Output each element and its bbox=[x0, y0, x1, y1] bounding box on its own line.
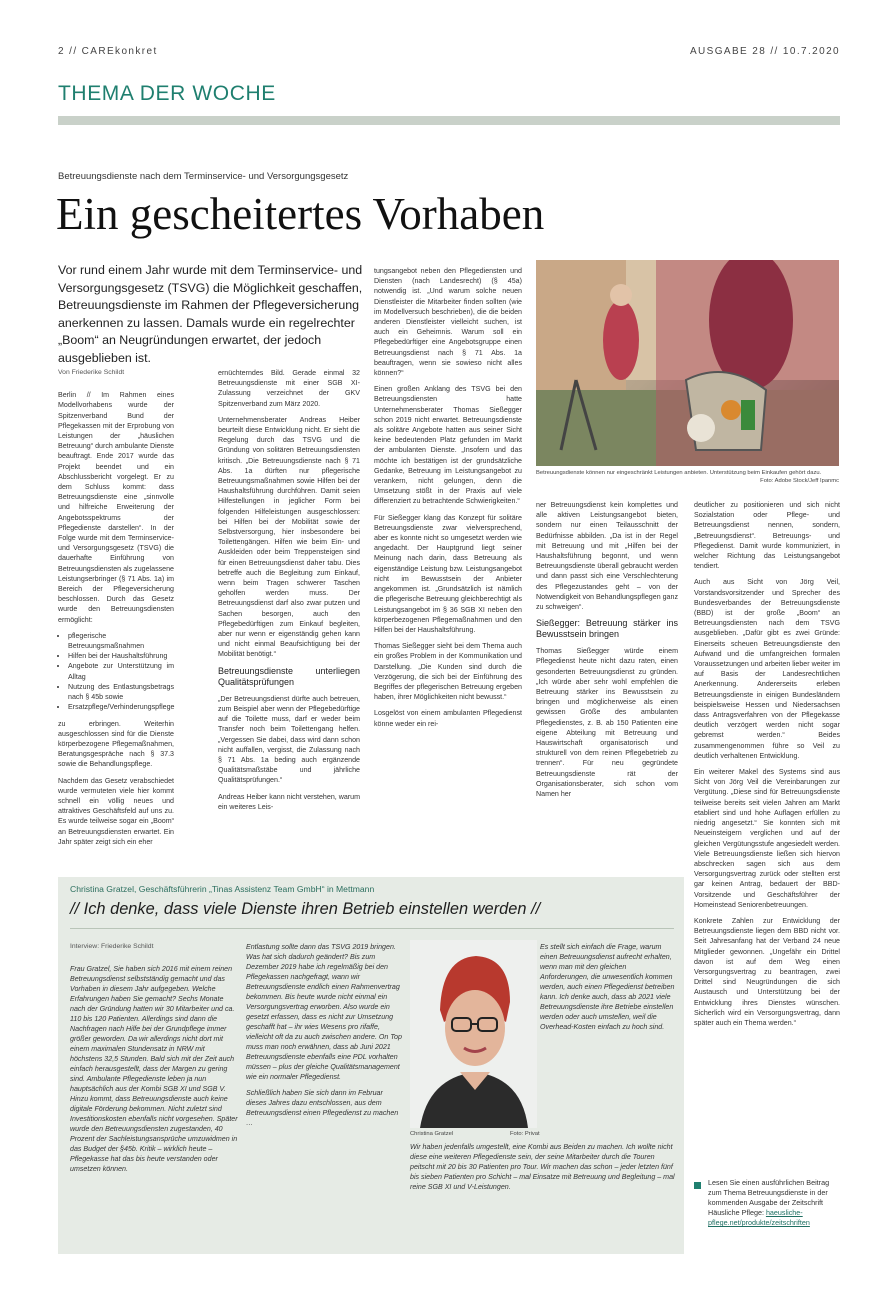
interview-headline: // Ich denke, dass viele Dienste ihren Betrieb einstellen werden // bbox=[70, 900, 541, 918]
interview-column-2 bbox=[246, 942, 402, 1134]
column-5 bbox=[694, 500, 840, 1034]
running-header-right: AUSGABE 28 // 10.7.2020 bbox=[689, 46, 840, 57]
paragraph: tungsangebot neben den Pflegediensten und Diensten (nach Landesrecht) (§ 45a) notwendig ist. „Und warum solche neuen Dienstleister die Mitarbeiter finden sollten (wie im Modellversuch beschrieben), die die beiden anderen Dienstleister vielleicht suchen, ist auch ein Geheimnis. Warum soll ein Pflegebedürftiger eine Angebotsgruppe einen Betreuungsdienst nach § 71 Abs. 1a beauftragen, wenn sie sowieso nicht alles können?“ bbox=[374, 267, 522, 378]
section-title: THEMA DER WOCHE bbox=[58, 82, 276, 105]
paragraph: Andreas Heiber kann nicht verstehen, warum ein weiteres Leis- bbox=[218, 792, 360, 811]
magazine-link[interactable]: haeusliche-pflege.net/produkte/zeitschriften bbox=[708, 1208, 810, 1227]
interview-kicker: Christina Gratzel, Geschäftsführerin „Tinas Assistenz Team GmbH“ in Mettmann bbox=[70, 884, 375, 894]
article-author: Von Friederike Schildt bbox=[58, 369, 125, 376]
portrait-illustration bbox=[410, 940, 537, 1128]
paragraph: Einen großen Anklang des TSVG bei den Betreuungsdiensten hatte Unternehmensberater Thomas Sießegger schon 2019 nicht erwartet. Betreuungsdienste als solitäre Angebote hatten aus seiner Sicht keine bedeutenden Platz gefunden im Markt der ambulanten Dienste. „Insofern und das möchte ich bestätigen ist der grundsätzliche Gedanke, Betreuung im Leistungsangebot zu verankern, nicht gelungen, denn die Umsetzung stößt in der Praxis auf viele differenziert zu betrachtende Schwierigkeiten.“ bbox=[374, 385, 522, 506]
paragraph: Berlin // Im Rahmen eines Modellvorhabens wurde der Spitzenverband Bund der Pflegekassen mit der Erprobung von Leistungen der „häuslichen Betreuung“ durch ambulante Dienste beauftragt. Ende 2017 wurde das Projekt beendet und ein Abschlussbericht vorgelegt. Er zu dem Schluss kommt: dass Betreuungsdienste eine „sinnvolle und hilfreiche Erweiterung der Angebotsspektrums der Pflegedienste darstellen“. In der Folge wurde mit dem Terminservice- und Versorgungsgesetz (TSVG) die dauerhafte Einführung von Betreuungsdiensten als zugelassene Leistungserbringer (§ 71 Abs. 1a) im Bereich der Pflegeversicherung beschlossen. Durch das Gesetz wurde den Betreuungsdiensten ermöglicht: bbox=[58, 391, 174, 624]
service-list bbox=[58, 631, 174, 713]
reference-note bbox=[708, 1178, 840, 1228]
portrait-credit: Foto: Privat bbox=[510, 1131, 540, 1137]
column-3 bbox=[374, 266, 522, 735]
interview-paragraph: Wir haben jedenfalls umgestellt, eine Kombi aus Beiden zu machen. Ich wollte nicht diese eine weiteren Pflegedienste sein, der seine Mitarbeiter durch die Touren peitscht mit 20 bis 30 Patienten pro Tour. Wir machen das schon – jeder letzten fünf bis sieben Patienten pro Schicht – mal Einsatze mit Betreuung und Begleitung – mal reine SGB XI und V-Leistungen. bbox=[410, 1143, 675, 1191]
photo-credit: Foto: Adobe Stock/Jeff Ipanmc bbox=[760, 478, 839, 484]
interview-divider bbox=[70, 928, 674, 929]
interview-column-1 bbox=[70, 942, 238, 1180]
photo-caption bbox=[536, 469, 839, 485]
paragraph: ner Betreuungsdienst kein komplettes und alle aktiven Leistungsangebot bieten, sondern nur einen Teilausschnitt der Bedürfnisse abbilden. „Da ist in der Regel mit Betreuung und mit „Hilfen bei der Haushaltsführung begonnt, und wenn Betreuungsdienste überall gebraucht werden und dann passt sich eine Verschlechterung des Pflegezustandes geht – von der Notwendigkeit von Behandlungspflegen ganz zu schweigen“. bbox=[536, 501, 678, 612]
paragraph: Auch aus Sicht von Jörg Veil, Vorstandsvorsitzender und Sprecher des Bundesverbandes der Betreuungsdienste (BBD) ist der große „Boom“ an Betreuungsdiensten nach dem TSVG ausgeblieben. „Dafür gibt es zwei Gründe: Einerseits scheuen Betreuungsdienste den Aufwand und die umfangreichen formalen Voraussetzungen und arbeiten lieber weiter im auf Basis der Landesrechtlichen Anerkennung. Andererseits erleben Betreuungsdienste in einigen Bundesländern beispielsweise Hessen und Niedersachsen dass Antragsverfahren von der Pflegekasse deutlich verzögert werden nicht sogar gebremst werden.“ Beides zusammengenommen führe so Veil zu deutlich verhaltenen Entwicklung. bbox=[694, 578, 840, 760]
article-photo bbox=[536, 260, 839, 466]
paragraph: ernüchterndes Bild. Gerade einmal 32 Betreuungsdienste mit einer SGB XI-Zulassung verzeichnet der GKV Spitzenverband zum März 2020. bbox=[218, 369, 360, 408]
paragraph: Ein weiterer Makel des Systems sind aus Sicht von Jörg Veil die Vereinbarungen zur Vergütung. „Diese sind für Betreuungsdienste teilweise bereits seit vielen Jahren am Markt etabliert sind und hohe Auflagen erfüllen zu niedrig angesetzt.“ Sie konnten sich mit Neueinsteigern verglichen und auf der gleichen Vergütungsstufe angesiedelt werden. Viele Betreuungsdienste ließen sich hiervon abschrecken sagen sich aus dem Versorgungsvertrag zurück oder stellten erst gar keinen Antrag, bedauert der BBD-Vorsitzende und Geschäftsführer der Homeinstead Seniorenbetreuungen. bbox=[694, 768, 840, 909]
interview-paragraph: Es stellt sich einfach die Frage, warum einen Betreuungsdienst aufrecht erhalten, wenn man mit den gleichen Anforderungen, die unwesentlich kommen werden, auch einen Pflegedienst betreiben kann. Ich denke auch, dass ab 2021 viele Betreuungsdienste ihre Betriebe einstellen werden oder auch umstellen, weil die Overhead-Kosten einfach zu hoch sind. bbox=[540, 943, 675, 1031]
photo-caption-text: Betreuungsdienste können nur eingeschränkt Leistungen anbieten. Unterstützung beim Einkaufen gehört dazu. bbox=[536, 470, 822, 476]
interview-paragraph: Schließlich haben Sie sich dann im Februar dieses Jahres dazu entschlossen, aus dem Betreuungsdienst einen Pflegedienst zu machen … bbox=[246, 1089, 399, 1127]
section-rule bbox=[58, 116, 840, 125]
shopping-basket-illustration bbox=[536, 260, 839, 466]
running-header-left: 2 // CAREkonkret bbox=[58, 46, 158, 57]
article-lead: Vor rund einem Jahr wurde mit dem Terminservice- und Versorgungsgesetz (TSVG) die Möglichkeit geschaffen, Betreuungsdienste im Rahmen der Pflegeversicherung anerkennen zu lassen. Damals wurde ein regelrechter „Boom“ an Neugründungen erwartet, der jedoch ausgeblieben ist. bbox=[58, 263, 363, 365]
column-2 bbox=[218, 368, 360, 818]
list-item: • Ersatzpflege/Verhinderungspflege bbox=[68, 702, 174, 712]
interview-column-3 bbox=[540, 942, 676, 1038]
list-item: • Hilfen bei der Haushaltsführung bbox=[68, 651, 174, 661]
paragraph: „Der Betreuungsdienst dürfte auch betreuen, zum Beispiel aber wenn der Pflegebedürftige auf die Toilette muss, darf er weder beim Transfer noch beim Toilettengang helfen. „Vergessen Sie dabei, dass wird dann schon nicht auffallen, vergisst, die Zulassung nach § 71 Abs. 1a beding auch ergänzende Qualitätsmaßstäbe und jährliche Qualitätsprüfungen.“ bbox=[218, 694, 360, 785]
article-subheading: Betreuungsdienste unterliegen Qualitätsprüfungen bbox=[218, 665, 360, 687]
note-text: Lesen Sie einen ausführlichen Beitrag zum Thema Betreuungsdienste in der kommenden Ausgabe der Zeitschrift Häusliche Pflege: bbox=[708, 1178, 830, 1217]
paragraph: Unternehmensberater Andreas Heiber beurteilt diese Entwicklung nicht. Er sieht die Regelung durch das TSVG und die Gründung von solitären Betreuungsdiensten kritisch. „Die Betreuungsdienste nach § 71 Abs. 1a dürften nur pflegerische Betreuungsmaßnahmen sowie Hilfen bei der Haushaltsführung durchführen. Damit seien Hilfestellungen in jeglicher Form bei folgenden Hilfeleistungen ausgeschlossen: bei Hilfen bei der Mobilität sowie der Selbstversorgung, hier insbesondere bei Toilettengängen. Hilfen wie beim Ein- und Auskleiden oder beim Treppensteigen sind für einen Betreuungsdienst daher tabu. Dies betreffe auch die Begleitung zum Einkauf, wenn beim Tragen schwerer Taschen geholfen werden muss. Der Betreuungsdienst darf also zwar putzen und Sachen besorgen, auch den Pflegebedürftigen zum Einkauf begleiten, aber nur wenn er eigenständig gehen kann und nicht einmal Beaufsichtigung bei der Mobilität benötigt.“ bbox=[218, 415, 360, 659]
interview-author: Interview: Friederike Schildt bbox=[70, 943, 154, 950]
paragraph: Für Sießegger klang das Konzept für solitäre Betreuungsdienste zwar vielversprechend, aber es konnte nicht so umgesetzt werden wie angedacht. Der Hauptgrund liegt seiner Meinung nach darin, dass Betreuung als eigenständige Leistung bzw. Leistungsangebot nicht im Bewusstsein der Anbieter angekommen ist. „Grundsätzlich ist nämlich die pflegerische Betreuung gleichberechtigt als Leistungsangebot im § 36 SGB XI neben den körperbezogenen Pflegemaßnahmen und den Hilfen bei der Haushaltsführung. bbox=[374, 513, 522, 634]
paragraph: Thomas Sießegger würde einem Pflegedienst heute nicht dazu raten, einen gesonderten Betreuungsdienst zu gründen. „Ich würde aber sehr wohl empfehlen die Betreuung stärker ins Bewusstsein zu bringen und möglicherweise als einen gewissen Größe des ambulanten Pflegedienstes, z. B. ab 150 Patienten eine eigene Abteilung mit Betreuung und Hauswirtschaft organisatorisch und strukturell von dem reinen Pflegebetrieb zu trennen“. Für neu gegründete Betreuungsdienste rät der Organisationsberater, sich schon vom Namen her bbox=[536, 647, 678, 799]
article-subheading: Sießegger: Betreuung stärker ins Bewusstsein bringen bbox=[536, 618, 678, 640]
interview-paragraph: Entlastung sollte dann das TSVG 2019 bringen. Was hat sich dadurch geändert? Bis zum Dezember 2019 habe ich regelmäßig bei den Pflegekassen nachgefragt, wann wir Betreuungsdienste endlich einen Rahmenvertrag bekommen. Bis heute wurde nicht einmal ein Versorgungsvertrag erworben. Also wurde ein gesetzt erfassen, dass es nicht zur Umsetzung geschafft hat – ihr wies Wesens pro rifaffe, vielleicht oft da zu auch zwischen andere. On Top muss man noch erwähnen, dass ab Juni 2021 Betreuungsdienste ebenfalls eine PDL vorhalten müssen – plus der gleiche Qualitätsmanagement wie ein normaler Pflegedienst. bbox=[246, 943, 402, 1081]
column-4 bbox=[536, 500, 678, 805]
note-marker bbox=[694, 1182, 701, 1189]
paragraph: zu erbringen. Weiterhin ausgeschlossen sind für die Dienste körperbezogene Pflegemaßnahmen, Beratungsgespräche nach § 37.3 sowie die Behandlungspflege. bbox=[58, 719, 174, 769]
list-item: • Angebote zur Unterstützung im Alltag bbox=[68, 661, 174, 681]
paragraph: Thomas Sießegger sieht bei dem Thema auch ein großes Problem in der Kommunikation und Darstellung. „Die Kunden sind durch die Verzögerung, die sich bei der Einführung des Begriffes der pflegerischen Betreuung ergeben haben, ihrer Möglichkeiten nicht bewusst.“ bbox=[374, 642, 522, 702]
portrait-caption: Christina Gratzel bbox=[410, 1131, 454, 1137]
list-item: • pflegerische Betreuungsmaßnahmen bbox=[68, 631, 174, 651]
paragraph: deutlicher zu positionieren und sich nicht Sozialstation oder Pflege- und Betreuungsdienst nennen, sondern, „Betreuungsdienst“. Betreuungs- und Pflegedienst. Damit wurde kommuniziert, in welcher Richtung das Leistungsangebot tendiert. bbox=[694, 501, 840, 571]
interview-column-3-continued bbox=[410, 1142, 676, 1198]
article-kicker: Betreuungsdienste nach dem Terminservice- und Versorgungsgesetz bbox=[58, 171, 349, 182]
list-item: • Nutzung des Entlastungsbetrags nach § 45b sowie bbox=[68, 682, 174, 702]
interview-paragraph: Frau Gratzel, Sie haben sich 2016 mit einem reinen Betreuungsdienst selbstständig gemacht und das Vorhaben in diesem Jahr aufgegeben. Welche Erfahrungen haben Sie gemacht? Sechs Monate nach der Gründung hatten wir 30 Mitarbeiter und ca. 110 bis 120 Patienten. Allerdings sind dann die Nachfragen nach Hilfe bei der Grundpflege immer größer geworden. Da wir allerdings nicht dort mit einem maximalen Stundensatz in NRW mit höchstens 32,5 Stunden. Bald sich mit der Zeit auch einfach herausgestellt, dass der Margen zu gering sind. Ambulante Pflegedienste leben ja nun hauptsächlich aus der Kombi SGB XI und SGB V. Hinzu kommt, dass Betreuungsdienste auch keine digitale Förderung bekommen. Nicht zuletzt sind Investitionskosten ebenfalls nicht vorgesehen. Später wurde den Betreuungsdiensten zugestanden, 40 Prozent der Sachleistungsansprüche umzuwidmen in das Budget der §45b. Kritik – wirklich heute – Pflegekasse hat das bis heute verstanden oder umsetzen können. bbox=[70, 965, 238, 1173]
paragraph: Konkrete Zahlen zur Entwicklung der Betreuungsdienste liegen dem BBD nicht vor. Seit Jahresanfang hat der Verband 24 neue Mitglieder gewonnen. „Ungefähr ein Drittel davon ist auf dem Weg einen Versorgungsvertrag zu beantragen, zwei Drittel sind Neugründungen die sich Austausch und Unterstützung bei der Entwicklung ihres Dienstes wünschen. Sicherlich wird ein Versorgungsvertrag, dann später auch ein Thema werden.“ bbox=[694, 916, 840, 1027]
article-headline: Ein gescheitertes Vorhaben bbox=[56, 189, 545, 239]
portrait-photo bbox=[410, 940, 537, 1128]
paragraph: Nachdem das Gesetz verabschiedet wurde vermuteten viele hier kommt schnell ein völlig neues und attraktives Geschäftsfeld auf uns zu. Es wurde teilweise sogar ein „Boom“ an Betreuungsdiensten erwartet. Ein Jahr später zeigt sich ein eher bbox=[58, 776, 174, 846]
paragraph: Losgelöst von einem ambulanten Pflegedienst könne weder ein rei- bbox=[374, 709, 522, 728]
column-1 bbox=[58, 368, 174, 853]
